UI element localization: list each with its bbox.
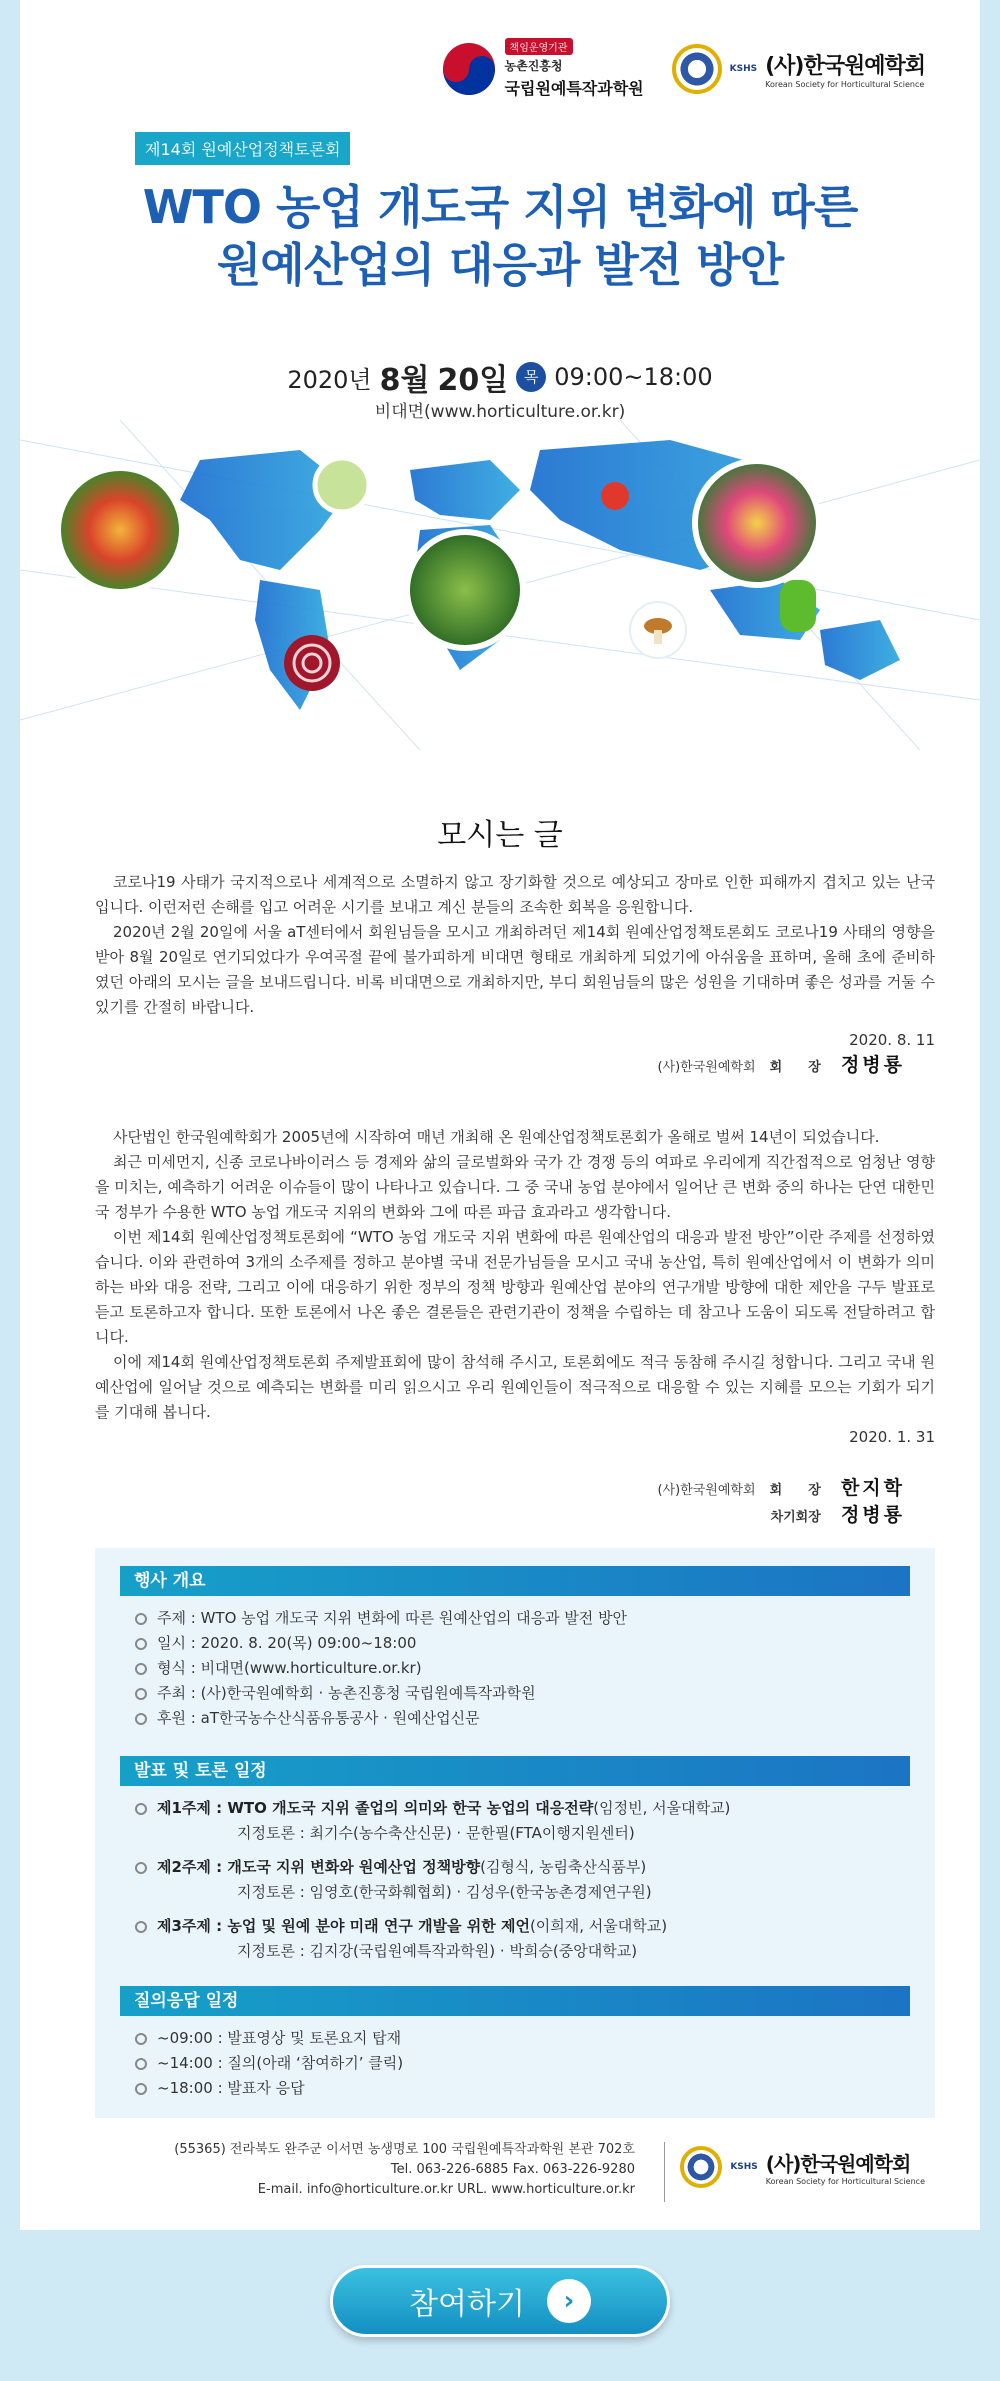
letter1-para-2: 2020년 2월 20일에 서울 aT센터에서 회원님들을 모시고 개최하려던 제14회 원예산업정책토론회도 코로나19 사태의 영향을 받아 8월 20일로 연기되었다가 우여곡절 끝에 불가피하게 비대면 형태로 개최하게 되었기에 아쉬움을 표하며, 올해 초에 준비하였던 아래의 모시는 글을 보내드립니다. 비록 비대면으로 개최하지만, 부디 회원님들의 많은 성원을 기대하며 좋은 성과를 거둘 수 있기를 간절히 바랍니다.: [95, 923, 935, 1016]
overview-item: 일시 : 2020. 8. 20(목) 09:00~18:00: [133, 1631, 903, 1656]
topic1-discussants: 지정토론 : 최기수(농수축산신문) · 문한필(FTA이행지원센터): [237, 1824, 635, 1842]
footer-kshs-tag: KSHS: [730, 2162, 758, 2172]
overview-list: [133, 1606, 903, 1731]
topic1-speaker: (임정빈, 서울대학교): [593, 1799, 731, 1817]
title-line-1: WTO 농업 개도국 지위 변화에 따른: [142, 180, 858, 234]
rda-badge: 책임운영기관: [505, 38, 573, 55]
overview-item: 주최 : (사)한국원예학회 · 농촌진흥청 국립원예특작과학원: [133, 1681, 903, 1706]
kshs-emblem-icon: [672, 44, 722, 94]
letter-2020-08: [95, 870, 935, 1053]
letter2-date: 2020. 1. 31: [849, 1428, 935, 1446]
vegetables-photo: [58, 468, 182, 592]
letter2-para-3: 이번 제14회 원예산업정책토론회에 “WTO 농업 개도국 지위 변화에 따른 원예산업의 대응과 발전 방안”이란 주제를 선정하였습니다. 이와 관련하여 3개의 소주제를 정하고 분야별 국내 전문가님들을 모시고 국내 농산업, 특히 원예산업에서 이 변화가 의미하는 바와 대응 전략, 그리고 이에 대응하기 위한 정부의 정책 방향과 원예산업 분야의 연구개발 방향에 대한 제안을 구두 발표로 듣고 토론하고자 합니다. 또한 토론에서 나온 좋은 결론들은 관련기관이 정책을 수립하는 데 참고나 도움이 되도록 전달하려고 합니다.: [95, 1228, 935, 1346]
schedule-list: [133, 1796, 903, 1964]
flower-garden-photo: [695, 461, 819, 585]
qa-bar: 질의응답 일정: [120, 1986, 910, 2016]
letter1-signer-role: 회 장: [769, 1060, 821, 1075]
letter2-signer-role: 회 장: [769, 1483, 821, 1498]
kshs-emblem-icon: [680, 2146, 722, 2188]
date-month: 8월: [379, 363, 430, 398]
letter2-signer-name: 한지학: [840, 1477, 905, 1499]
kshs-name: (사)한국원예학회: [765, 53, 925, 79]
topic3-title: 제3주제 : 농업 및 원예 분야 미래 연구 개발을 위한 제언: [157, 1917, 530, 1935]
letter2-signer2-role: 차기회장: [770, 1510, 821, 1525]
header-logos: [443, 38, 925, 99]
topic3-discussants: 지정토론 : 김지강(국립원예특작과학원) · 박희승(중앙대학교): [237, 1942, 638, 1960]
schedule-bar: 발표 및 토론 일정: [120, 1756, 910, 1786]
letter1-signer-name: 정병룡: [840, 1054, 905, 1076]
schedule-item: [133, 1914, 903, 1964]
qa-list: [133, 2026, 903, 2101]
onion-photo: [284, 635, 340, 691]
letter1-date: 2020. 8. 11: [849, 1031, 935, 1049]
join-button[interactable]: [330, 2265, 670, 2337]
overview-item: 형식 : 비대면(www.horticulture.or.kr): [133, 1656, 903, 1681]
date-year: 2020년: [287, 365, 372, 394]
weekday-badge: 목: [516, 362, 546, 392]
overview-item: 주제 : WTO 농업 개도국 지위 변화에 따른 원예산업의 대응과 발전 방안: [133, 1606, 903, 1631]
qa-item: ~09:00 : 발표영상 및 토론요지 탑재: [133, 2026, 903, 2051]
kshs-tag: KSHS: [729, 63, 758, 74]
overview-item: 후원 : aT한국농수산식품유통공사 · 원예산업신문: [133, 1706, 903, 1731]
topic2-speaker: (김형식, 농림축산식품부): [480, 1858, 647, 1876]
letter2-para-1: 사단법인 한국원예학회가 2005년에 시작하여 매년 개최해 온 원예산업정책토론회가 올해로 벌써 14년이 되었습니다.: [113, 1128, 880, 1146]
date-time: 09:00~18:00: [554, 363, 713, 391]
taeguk-emblem-icon: [443, 43, 495, 95]
topic3-speaker: (이희재, 서울대학교): [529, 1917, 668, 1935]
event-venue: 비대면(www.horticulture.or.kr): [374, 402, 626, 422]
footer: [95, 2140, 935, 2210]
green-pepper-photo: [780, 580, 816, 632]
chevron-right-icon: ›: [547, 2279, 591, 2323]
tea-field-photo: [407, 532, 523, 648]
topic2-title: 제2주제 : 개도국 지위 변화와 원예산업 정책방향: [157, 1858, 481, 1876]
footer-contact: E-mail. info@horticulture.or.kr URL. www.horticulture.or.kr: [257, 2182, 635, 2197]
footer-phone: Tel. 063-226-6885 Fax. 063-226-9280: [390, 2162, 635, 2177]
date-day: 20일: [437, 363, 509, 398]
schedule-item: [133, 1796, 903, 1846]
letter2-para-2: 최근 미세먼지, 신종 코로나바이러스 등 경제와 삶의 글로벌화와 국가 간 경쟁 등의 여파로 우리에게 직간접적으로 엄청난 영향을 미치는, 예측하기 어려운 이슈들이 많이 나타나고 있습니다. 그 중 국내 농업 분야에서 일어난 큰 변화 중의 하나는 단연 대한민국 정부가 수용한 WTO 농업 개도국 지위의 변화와 그에 따른 파급 효과라고 생각합니다.: [95, 1153, 935, 1221]
qa-item: ~14:00 : 질의(아래 ‘참여하기’ 클릭): [133, 2051, 903, 2076]
letter2-signer2-name: 정병룡: [840, 1504, 905, 1526]
world-map-illustration: [20, 420, 980, 750]
letter-2020-01: [95, 1125, 935, 1450]
letter1-para-1: 코로나19 사태가 국지적으로나 세계적으로 소멸하지 않고 장기화할 것으로 예상되고 장마로 인한 피해까지 겹치고 있는 난국입니다. 이런저런 손해를 입고 어려운 시기를 보내고 계신 분들의 조속한 회복을 응원합니다.: [95, 873, 935, 916]
letter1-signature: [657, 1050, 905, 1077]
letter1-signer-org: (사)한국원예학회: [657, 1060, 756, 1075]
rda-line2: 국립원예특작과학원: [504, 79, 644, 98]
overview-bar: 행사 개요: [120, 1566, 910, 1596]
kshs-logo: [672, 44, 925, 94]
event-info-box: [95, 1548, 935, 2118]
footer-kshs-name: (사)한국원예학회: [765, 2152, 911, 2176]
footer-kshs-logo: [680, 2146, 925, 2188]
join-button-label: 참여하기: [409, 2287, 525, 2322]
footer-address: (55365) 전라북도 완주군 이서면 농생명로 100 국립원예특작과학원 본관 702호: [174, 2142, 635, 2157]
letter2-para-4: 이에 제14회 원예산업정책토론회 주제발표회에 많이 참석해 주시고, 토론회에도 적극 동참해 주시길 청합니다. 그리고 국내 원예산업에 일어날 것으로 예측되는 변화를 미리 읽으시고 우리 원예인들이 적극적으로 대응할 수 있는 지혜를 모으는 기회가 되기를 기대해 봅니다.: [95, 1353, 935, 1421]
schedule-item: [133, 1855, 903, 1905]
invitation-sheet: [20, 0, 980, 2230]
letter-heading: 모시는 글: [437, 818, 563, 853]
letter2-signer-org: (사)한국원예학회: [657, 1483, 756, 1498]
title-line-2: 원예산업의 대응과 발전 방안: [216, 238, 784, 292]
footer-kshs-eng: Korean Society for Horticultural Science: [765, 2177, 925, 2186]
kshs-eng: Korean Society for Horticultural Science: [765, 79, 925, 89]
event-title: [20, 178, 980, 294]
event-date: [20, 355, 980, 399]
forum-tag: 제14회 원예산업정책토론회: [135, 132, 350, 165]
topic2-discussants: 지정토론 : 임영호(한국화훼협회) · 김성우(한국농촌경제연구원): [237, 1883, 652, 1901]
qa-item: ~18:00 : 발표자 응답: [133, 2076, 903, 2101]
footer-address-block: [174, 2140, 635, 2200]
cabbage-photo: [315, 458, 369, 512]
tomato-photo: [601, 482, 629, 510]
footer-divider: [664, 2142, 665, 2202]
rda-line1: 농촌진흥청: [504, 59, 563, 73]
rda-logo: [443, 38, 644, 99]
topic1-title: 제1주제 : WTO 개도국 지위 졸업의 의미와 한국 농업의 대응전략: [157, 1799, 594, 1817]
letter2-signature: [657, 1473, 905, 1527]
